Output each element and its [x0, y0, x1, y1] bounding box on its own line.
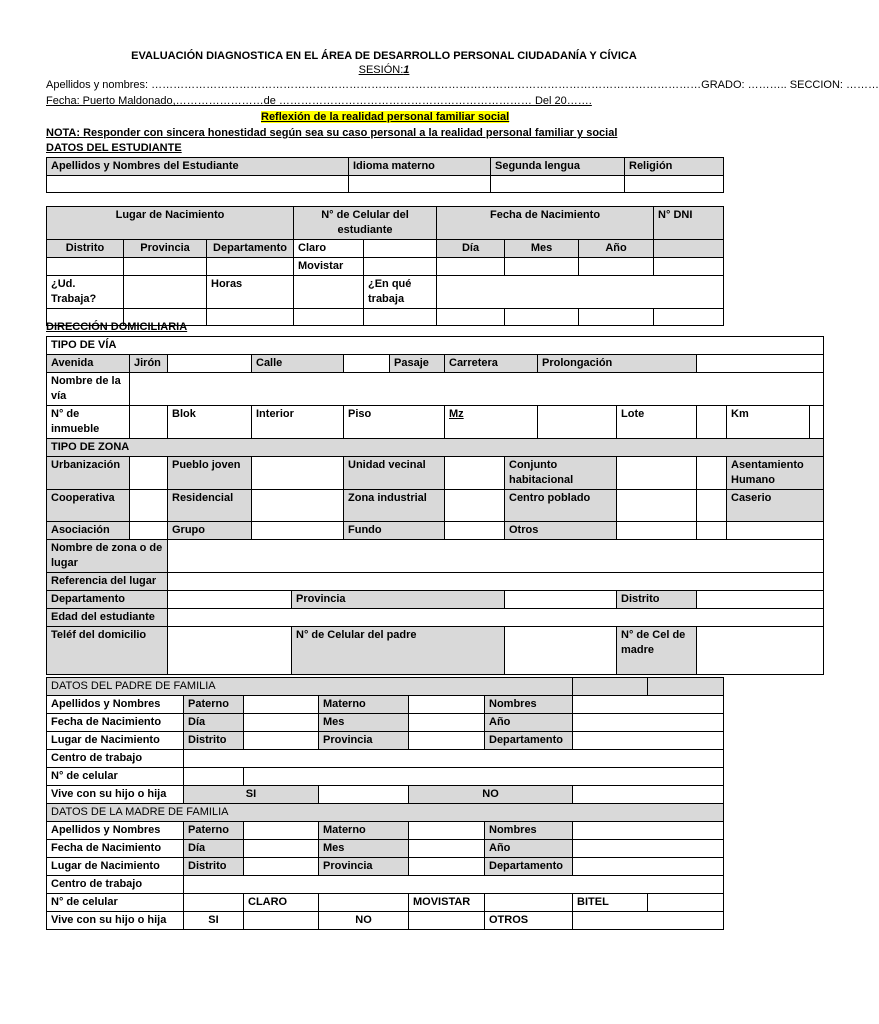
- madre-apellidos-label: Apellidos y Nombres: [47, 822, 184, 840]
- madre-anio-label: Año: [485, 840, 573, 858]
- movistar-label: Movistar: [294, 258, 364, 276]
- direccion-heading: DIRECCIÓN DOMICILIARIA: [46, 321, 188, 333]
- residencial-label: Residencial: [168, 490, 252, 522]
- padre-celular-label: N° de celular: [47, 768, 184, 786]
- padre-lugar-label: Lugar de Nacimiento: [47, 732, 184, 750]
- madre-si-label: SI: [184, 912, 244, 930]
- asentamiento-label: Asentamiento Humano: [727, 457, 824, 490]
- madre-bitel-label: BITEL: [573, 894, 648, 912]
- padre-apellidos-label: Apellidos y Nombres: [47, 696, 184, 714]
- padre-paterno-label: Paterno: [184, 696, 244, 714]
- celular-header: N° de Celular del estudiante: [294, 207, 437, 240]
- blok-label: Blok: [168, 406, 252, 439]
- col-apellidos: Apellidos y Nombres del Estudiante: [47, 158, 349, 176]
- grupo-label: Grupo: [168, 522, 252, 540]
- col-religion: Religión: [625, 158, 724, 176]
- padre-anio-label: Año: [485, 714, 573, 732]
- padre-heading: DATOS DEL PADRE DE FAMILIA: [47, 678, 573, 696]
- col-segunda-lengua: Segunda lengua: [491, 158, 625, 176]
- session-label: SESIÓN:1: [358, 64, 410, 76]
- pueblo-joven-label: Pueblo joven: [168, 457, 252, 490]
- dni-header: N° DNI: [654, 207, 724, 240]
- referencia-label: Referencia del lugar: [47, 573, 168, 591]
- urbanizacion-label: Urbanización: [47, 457, 130, 490]
- field-nombre-zona[interactable]: [168, 540, 824, 573]
- unidad-vecinal-label: Unidad vecinal: [344, 457, 445, 490]
- field-movistar[interactable]: [364, 258, 437, 276]
- lote-label: Lote: [617, 406, 697, 439]
- madre-nombres-label: Nombres: [485, 822, 573, 840]
- departamento-label: Departamento: [47, 591, 168, 609]
- carretera-label: Carretera: [445, 355, 538, 373]
- madre-movistar-label: MOVISTAR: [409, 894, 485, 912]
- claro-label: Claro: [294, 240, 364, 258]
- zona-industrial-label: Zona industrial: [344, 490, 445, 522]
- madre-otros-label: OTROS: [485, 912, 573, 930]
- madre-fecha-label: Fecha de Nacimiento: [47, 840, 184, 858]
- madre-paterno-label: Paterno: [184, 822, 244, 840]
- mes-header: Mes: [505, 240, 579, 258]
- padre-distrito-label: Distrito: [184, 732, 244, 750]
- mz-label: Mz: [445, 406, 538, 439]
- departamento-header: Departamento: [207, 240, 294, 258]
- horas-label: Horas: [207, 276, 294, 309]
- madre-vive-label: Vive con su hijo o hija: [47, 912, 184, 930]
- madre-celular-label: N° de celular: [47, 894, 184, 912]
- fecha-nacimiento-header: Fecha de Nacimiento: [437, 207, 654, 240]
- birth-table: [46, 206, 724, 326]
- centro-poblado-label: Centro poblado: [505, 490, 617, 522]
- padre-materno-label: Materno: [319, 696, 409, 714]
- parents-table: [46, 677, 724, 930]
- padre-provincia-label: Provincia: [319, 732, 409, 750]
- distrito-label: Distrito: [617, 591, 697, 609]
- trabaja-label: ¿Ud. Trabaja?: [47, 276, 124, 309]
- student-table: [46, 157, 724, 193]
- dia-header: Día: [437, 240, 505, 258]
- highlight-title: Reflexión de la realidad personal familiar social: [261, 111, 510, 123]
- madre-dia-label: Día: [184, 840, 244, 858]
- cooperativa-label: Cooperativa: [47, 490, 130, 522]
- padre-centro-label: Centro de trabajo: [47, 750, 184, 768]
- document-title: EVALUACIÓN DIAGNOSTICA EN EL ÁREA DE DESARROLLO PERSONAL CIUDADANÍA Y CÍVICA: [131, 50, 637, 62]
- tipo-zona-heading: TIPO DE ZONA: [47, 439, 824, 457]
- madre-mes-label: Mes: [319, 840, 409, 858]
- en-que-trabaja-label: ¿En qué trabaja: [364, 276, 437, 309]
- padre-mes-label: Mes: [319, 714, 409, 732]
- field-religion[interactable]: [625, 176, 724, 193]
- madre-materno-label: Materno: [319, 822, 409, 840]
- field-claro[interactable]: [364, 240, 437, 258]
- interior-label: Interior: [252, 406, 344, 439]
- n-inmueble-label: N° de inmueble: [47, 406, 130, 439]
- edad-label: Edad del estudiante: [47, 609, 168, 627]
- asociacion-label: Asociación: [47, 522, 130, 540]
- madre-no-label: NO: [319, 912, 409, 930]
- madre-centro-label: Centro de trabajo: [47, 876, 184, 894]
- lugar-nacimiento-header: Lugar de Nacimiento: [47, 207, 294, 240]
- nombre-via-label: Nombre de la vía: [47, 373, 130, 406]
- field-idioma[interactable]: [349, 176, 491, 193]
- cel-madre-label: N° de Cel de madre: [617, 627, 697, 675]
- distrito-header: Distrito: [47, 240, 124, 258]
- calle-label: Calle: [252, 355, 344, 373]
- caserio-label: Caserio: [727, 490, 824, 522]
- pasaje-label: Pasaje: [390, 355, 445, 373]
- nombre-zona-label: Nombre de zona o de lugar: [47, 540, 168, 573]
- cel-padre-label: N° de Celular del padre: [292, 627, 505, 675]
- provincia-header: Provincia: [124, 240, 207, 258]
- anio-header: Año: [579, 240, 654, 258]
- madre-provincia-label: Provincia: [319, 858, 409, 876]
- avenida-label: Avenida: [47, 355, 130, 373]
- padre-fecha-label: Fecha de Nacimiento: [47, 714, 184, 732]
- padre-dia-label: Día: [184, 714, 244, 732]
- padre-vive-label: Vive con su hijo o hija: [47, 786, 184, 804]
- jiron-label: Jirón: [130, 355, 168, 373]
- provincia-label: Provincia: [292, 591, 505, 609]
- padre-no-label: NO: [409, 786, 573, 804]
- padre-nombres-label: Nombres: [485, 696, 573, 714]
- field-en-que-trabaja[interactable]: [437, 276, 724, 309]
- otros-label: Otros: [505, 522, 617, 540]
- conjunto-label: Conjunto habitacional: [505, 457, 617, 490]
- madre-departamento-label: Departamento: [485, 858, 573, 876]
- field-horas[interactable]: [294, 276, 364, 309]
- madre-lugar-label: Lugar de Nacimiento: [47, 858, 184, 876]
- field-nombre-via[interactable]: [130, 373, 824, 406]
- padre-si-label: SI: [184, 786, 319, 804]
- madre-claro-label: CLARO: [244, 894, 319, 912]
- field-apellidos[interactable]: [47, 176, 349, 193]
- datos-estudiante-heading: DATOS DEL ESTUDIANTE: [46, 142, 182, 154]
- prolongacion-label: Prolongación: [538, 355, 697, 373]
- tipo-via-heading: TIPO DE VÍA: [47, 337, 824, 355]
- field-edad[interactable]: [168, 609, 824, 627]
- padre-departamento-label: Departamento: [485, 732, 573, 750]
- km-label: Km: [727, 406, 810, 439]
- field-referencia[interactable]: [168, 573, 824, 591]
- madre-heading: DATOS DE LA MADRE DE FAMILIA: [47, 804, 724, 822]
- date-line: Fecha: Puerto Maldonado,……………………de …………………………………………………………… Del 20…….: [46, 95, 592, 107]
- col-idioma: Idioma materno: [349, 158, 491, 176]
- address-table: [46, 336, 824, 675]
- madre-distrito-label: Distrito: [184, 858, 244, 876]
- name-grade-line: Apellidos y nombres: ……………………………………………………………………………………………………………………………………GRADO: ……….. SECCION: ………: [46, 79, 879, 91]
- piso-label: Piso: [344, 406, 445, 439]
- nota-line: NOTA: Responder con sincera honestidad según sea su caso personal a la realidad personal familiar y social: [46, 127, 618, 139]
- fundo-label: Fundo: [344, 522, 445, 540]
- field-trabaja[interactable]: [124, 276, 207, 309]
- telef-label: Teléf del domicilio: [47, 627, 168, 675]
- field-segunda-lengua[interactable]: [491, 176, 625, 193]
